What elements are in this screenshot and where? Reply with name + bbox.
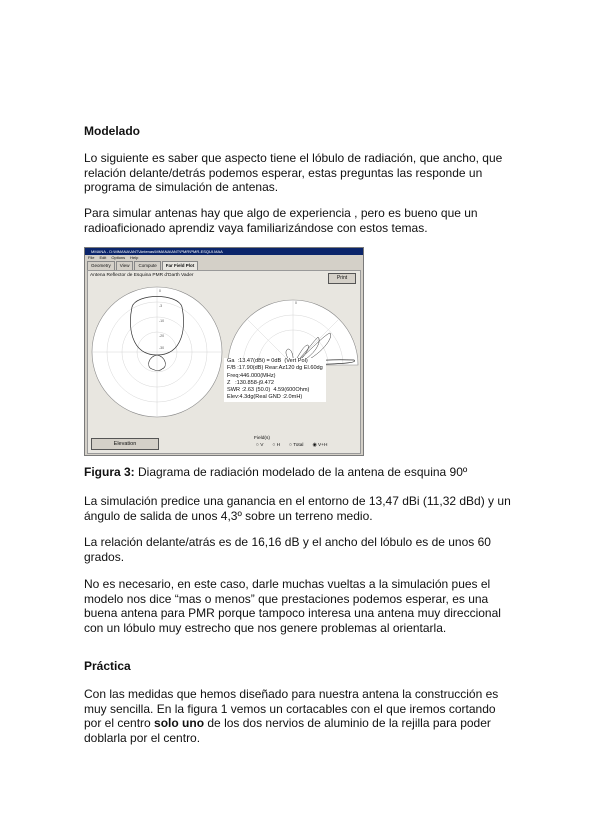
far-field-panel: [87, 270, 361, 454]
tab-far-field-plot[interactable]: Far Field Plot: [162, 261, 199, 270]
elevation-polar-plot: [226, 285, 360, 367]
polar-label: 0: [159, 289, 161, 293]
paragraph-simulation: No es necesario, en este caso, darle muchas vueltas a la simulación pues el modelo nos dice “mas o menos” que prestaciones podemos esperar, es una buena antena para PMR porque tampoco interesa una antena muy direccional con un lóbulo muy estrecho que nos genere problemas al orientarla.: [84, 577, 501, 635]
polar-label: -30: [159, 346, 165, 350]
paragraph-gain: La simulación predice una ganancia en el entorno de 13,47 dBi (11,32 dBd) y un ángulo de salida de unos 4,3º sobre un terreno medio.: [84, 494, 511, 523]
fields-label: Field(s): [254, 436, 270, 441]
tab-bar: [85, 261, 363, 270]
tab-compute[interactable]: Compute: [134, 261, 160, 270]
antenna-name: Antena Reflector de Esquina PMR d'Darth Vader: [90, 273, 194, 278]
radio-field-v[interactable]: ○ V: [256, 443, 264, 448]
radio-field-vh[interactable]: ◉ V+H: [312, 443, 328, 448]
menu-item-help[interactable]: Help: [130, 255, 139, 260]
radio-field-h[interactable]: ○ H: [272, 443, 281, 448]
menu-item-file[interactable]: File: [88, 255, 95, 260]
paragraph-construction: Con las medidas que hemos diseñado para nuestra antena la construcción es muy sencilla. En la figura 1 vemos un cortacables con el que iremos cortando por el centro solo uno de los dos nervios de aluminio de la rejilla para poder doblarla por el centro.: [84, 687, 499, 745]
radio-field-total[interactable]: ○ Total: [289, 443, 304, 448]
emphasis-solo-uno: solo uno: [154, 716, 205, 730]
polar-label: 0: [295, 301, 297, 305]
caption-label: Figura 3:: [84, 465, 135, 479]
polar-label: -3: [159, 304, 163, 308]
paragraph-front-back: La relación delante/atrás es de 16,16 dB y el ancho del lóbulo es de unos 60 grados.: [84, 535, 491, 564]
section-heading-practica: Práctica: [84, 659, 131, 673]
fields-group: [254, 436, 358, 450]
readout-swr: SWR :2.63 (50.0) 4.59(600Ohm): [227, 387, 310, 394]
paragraph-experience: Para simular antenas hay que algo de experiencia , pero es bueno que un radioaficionado aprendiz vaya familiarizándose con estos temas.: [84, 206, 478, 235]
readout-front-back: F/B :17.90(dB) Rear:Az120 dg El.60dg: [227, 365, 323, 372]
readout-gain: Ga :13.47(dBi) = 0dB (Vert Pol): [227, 358, 308, 364]
readout-frequency: Freq:446.000(MHz): [227, 372, 276, 379]
readout-elevation: Elev:4.3dg(Real GND :2.0mH): [227, 394, 303, 401]
azimuth-polar-plot: [90, 285, 224, 419]
figure-caption: [84, 465, 514, 480]
mmana-screenshot: [84, 247, 364, 456]
caption-text: Diagrama de radiación modelado de la antena de esquina 90º: [134, 465, 468, 479]
menu-item-edit[interactable]: Edit: [99, 255, 107, 260]
tab-view[interactable]: View: [116, 261, 134, 270]
section-heading-modelado: Modelado: [84, 124, 140, 138]
tab-geometry[interactable]: Geometry: [87, 261, 115, 270]
antenna-readout: [224, 358, 326, 402]
window-titlebar: MMANA - D:\MMANA\ANT\Antenas\MMANA\ANT\PMR\PMR-ESQUI.MAA: [85, 248, 363, 255]
polar-label: -20: [159, 334, 165, 338]
polar-label: -10: [159, 319, 165, 323]
menu-item-options[interactable]: Options: [111, 255, 126, 260]
print-button[interactable]: Print: [328, 273, 356, 284]
paragraph-intro: Lo siguiente es saber que aspecto tiene el lóbulo de radiación, que ancho, que relación delante/detrás podemos esperar, estas preguntas las responde un programa de simulación de antenas.: [84, 151, 503, 194]
readout-impedance: Z :130.858-j9.472: [227, 379, 274, 386]
elevation-button[interactable]: Elevation: [91, 438, 159, 450]
